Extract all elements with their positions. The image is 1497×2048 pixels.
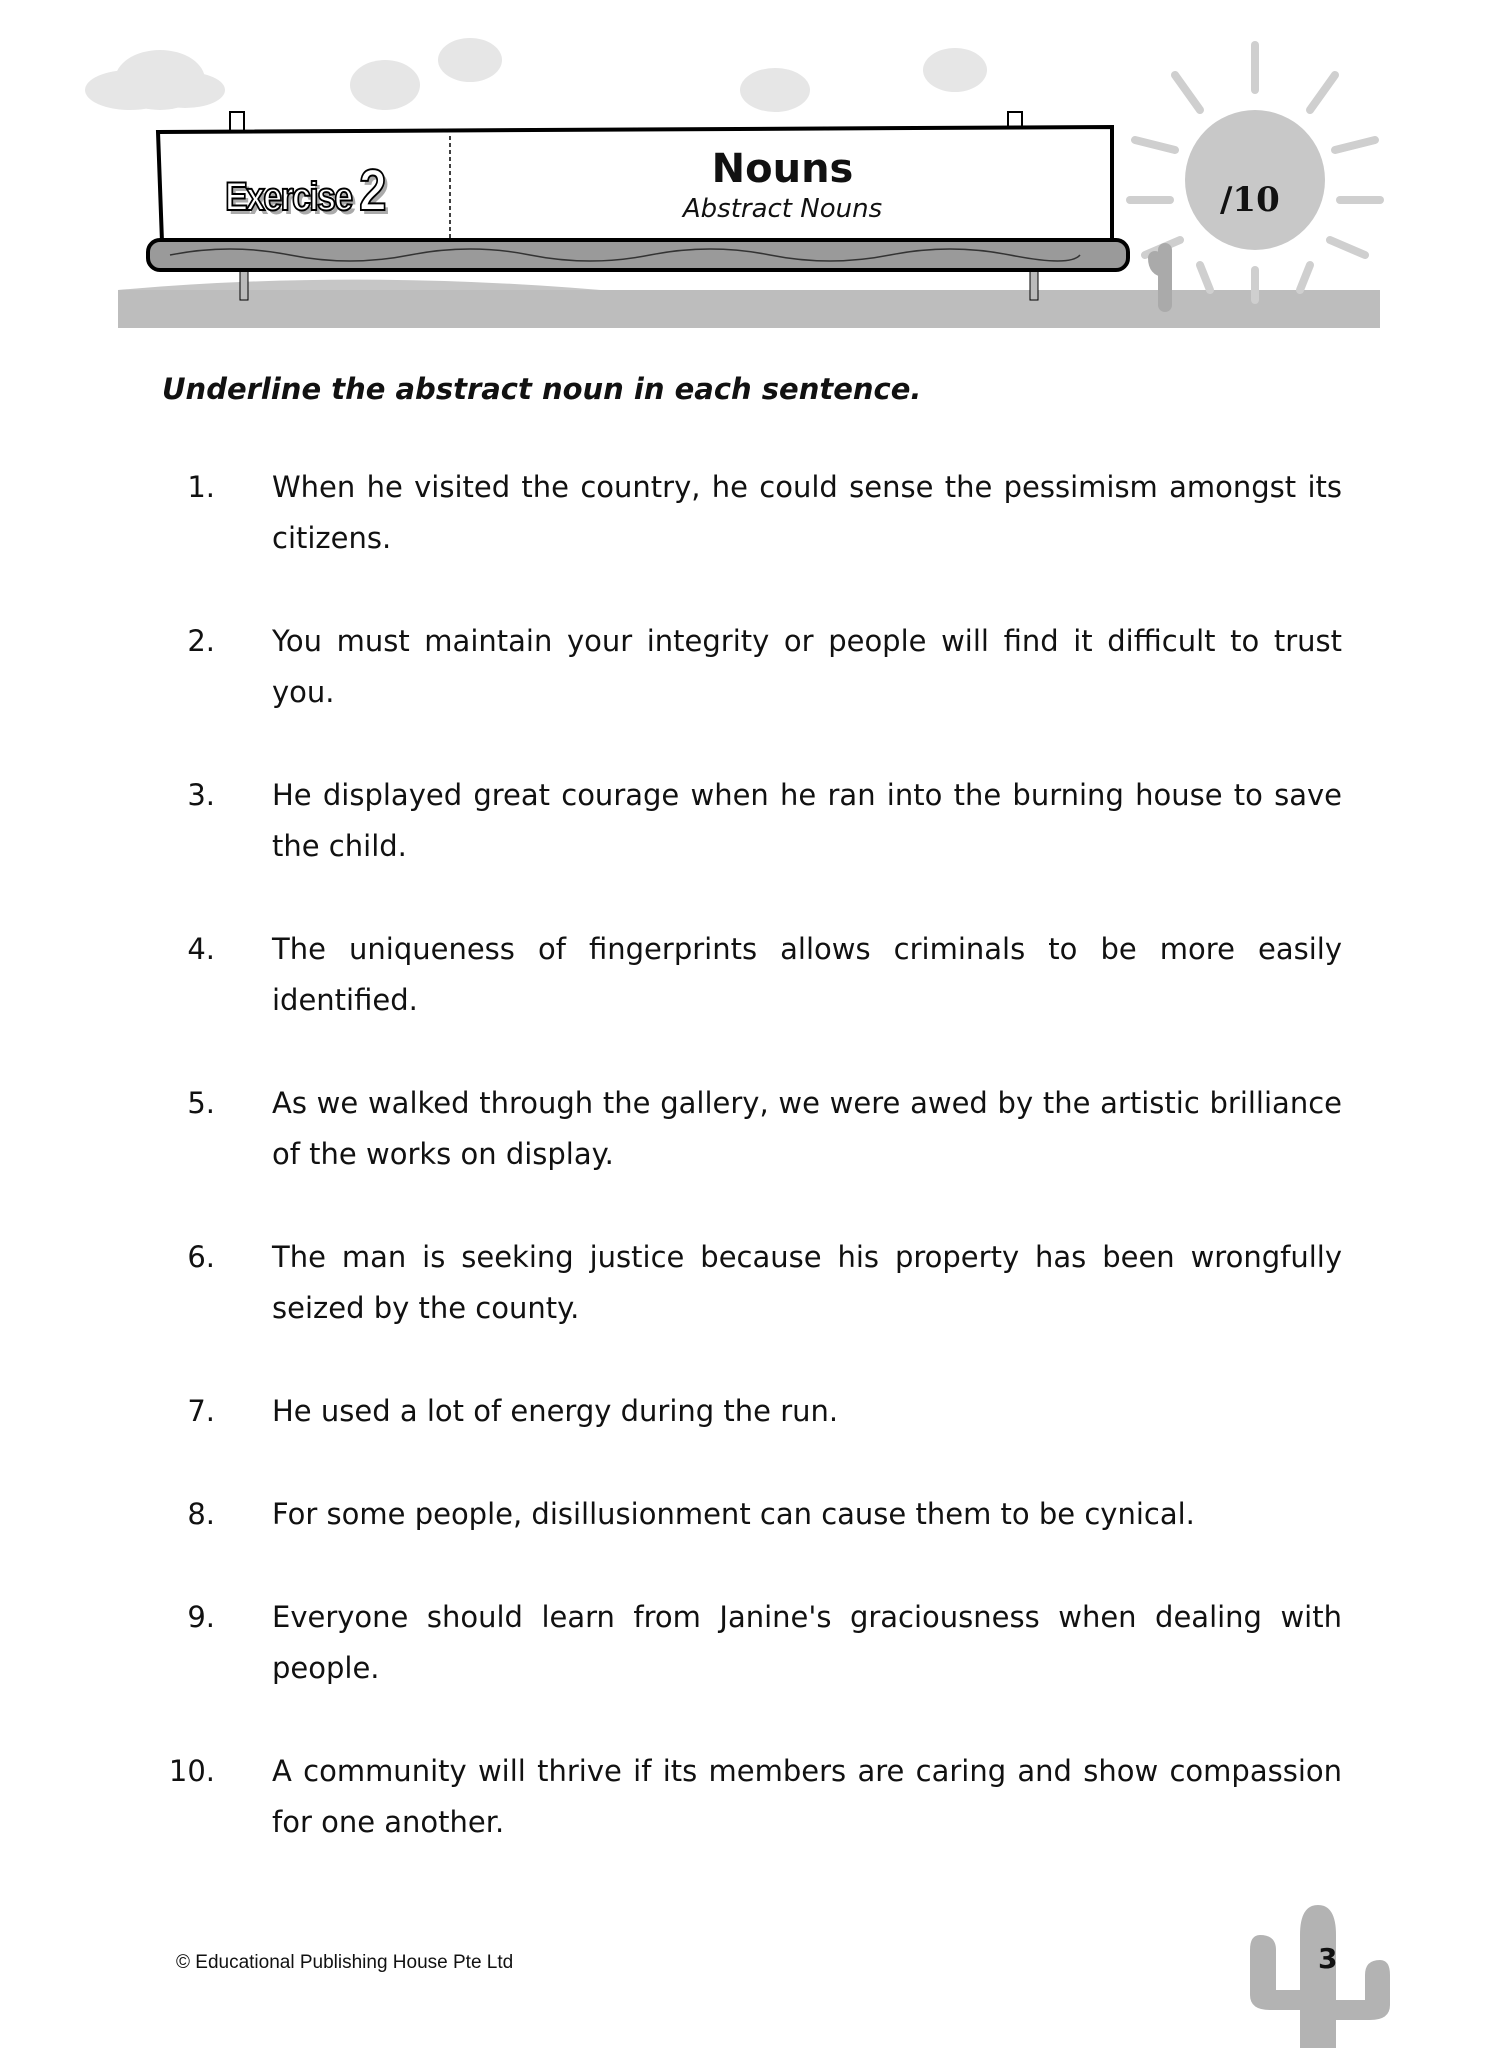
question-number: 8. xyxy=(187,1497,215,1531)
question-number: 4. xyxy=(187,932,215,966)
question-text[interactable]: Everyone should learn from Janine's graciousness when dealing with people. xyxy=(272,1600,1342,1685)
question-number: 7. xyxy=(187,1394,215,1428)
score-box: /10 xyxy=(1220,180,1280,220)
page-title: Nouns xyxy=(711,146,854,192)
question-text[interactable]: The uniqueness of fingerprints allows criminals to be more easily identified. xyxy=(272,932,1342,1017)
question-number: 1. xyxy=(187,470,215,504)
clouds xyxy=(85,38,987,112)
question-text[interactable]: For some people, disillusionment can cause them to be cynical. xyxy=(272,1497,1195,1531)
instruction: Underline the abstract noun in each sentence. xyxy=(162,372,922,406)
question-text[interactable]: As we walked through the gallery, we were awed by the artistic brilliance of the works on display. xyxy=(272,1086,1342,1171)
question-text[interactable]: When he visited the country, he could sense the pessimism amongst its citizens. xyxy=(272,470,1342,555)
question-number: 3. xyxy=(187,778,215,812)
question-number: 9. xyxy=(187,1600,215,1634)
question-text[interactable]: He used a lot of energy during the run. xyxy=(272,1394,839,1428)
question-text[interactable]: He displayed great courage when he ran into the burning house to save the child. xyxy=(272,778,1342,863)
exercise-header xyxy=(0,0,1497,340)
exercise-badge xyxy=(165,140,445,240)
question-text[interactable]: The man is seeking justice because his property has been wrongfully seized by the county. xyxy=(272,1240,1342,1325)
question-text[interactable]: A community will thrive if its members are caring and show compassion for one another. xyxy=(272,1754,1342,1839)
exercise-label: Exercise xyxy=(225,174,352,219)
question-item xyxy=(0,1592,1497,1694)
exercise-number: 2 xyxy=(359,157,385,223)
question-item xyxy=(0,1232,1497,1334)
question-item xyxy=(0,1489,1497,1540)
question-list xyxy=(0,462,1497,1900)
copyright: © Educational Publishing House Pte Ltd xyxy=(176,1952,514,1973)
question-item xyxy=(0,770,1497,872)
log xyxy=(148,240,1128,270)
sign-title-area xyxy=(450,140,1115,240)
question-text[interactable]: You must maintain your integrity or people will find it difficult to trust you. xyxy=(272,624,1342,709)
question-number: 5. xyxy=(187,1086,215,1120)
question-item xyxy=(0,462,1497,564)
question-number: 2. xyxy=(187,624,215,658)
question-number: 6. xyxy=(187,1240,215,1274)
question-number: 10. xyxy=(168,1754,215,1788)
question-item xyxy=(0,1386,1497,1437)
question-item xyxy=(0,1078,1497,1180)
question-item xyxy=(0,924,1497,1026)
question-item xyxy=(0,1746,1497,1848)
page-number: 3 xyxy=(1318,1942,1338,1975)
question-item xyxy=(0,616,1497,718)
page-subtitle: Abstract Nouns xyxy=(682,194,883,224)
cactus-icon xyxy=(1240,1905,1420,2048)
